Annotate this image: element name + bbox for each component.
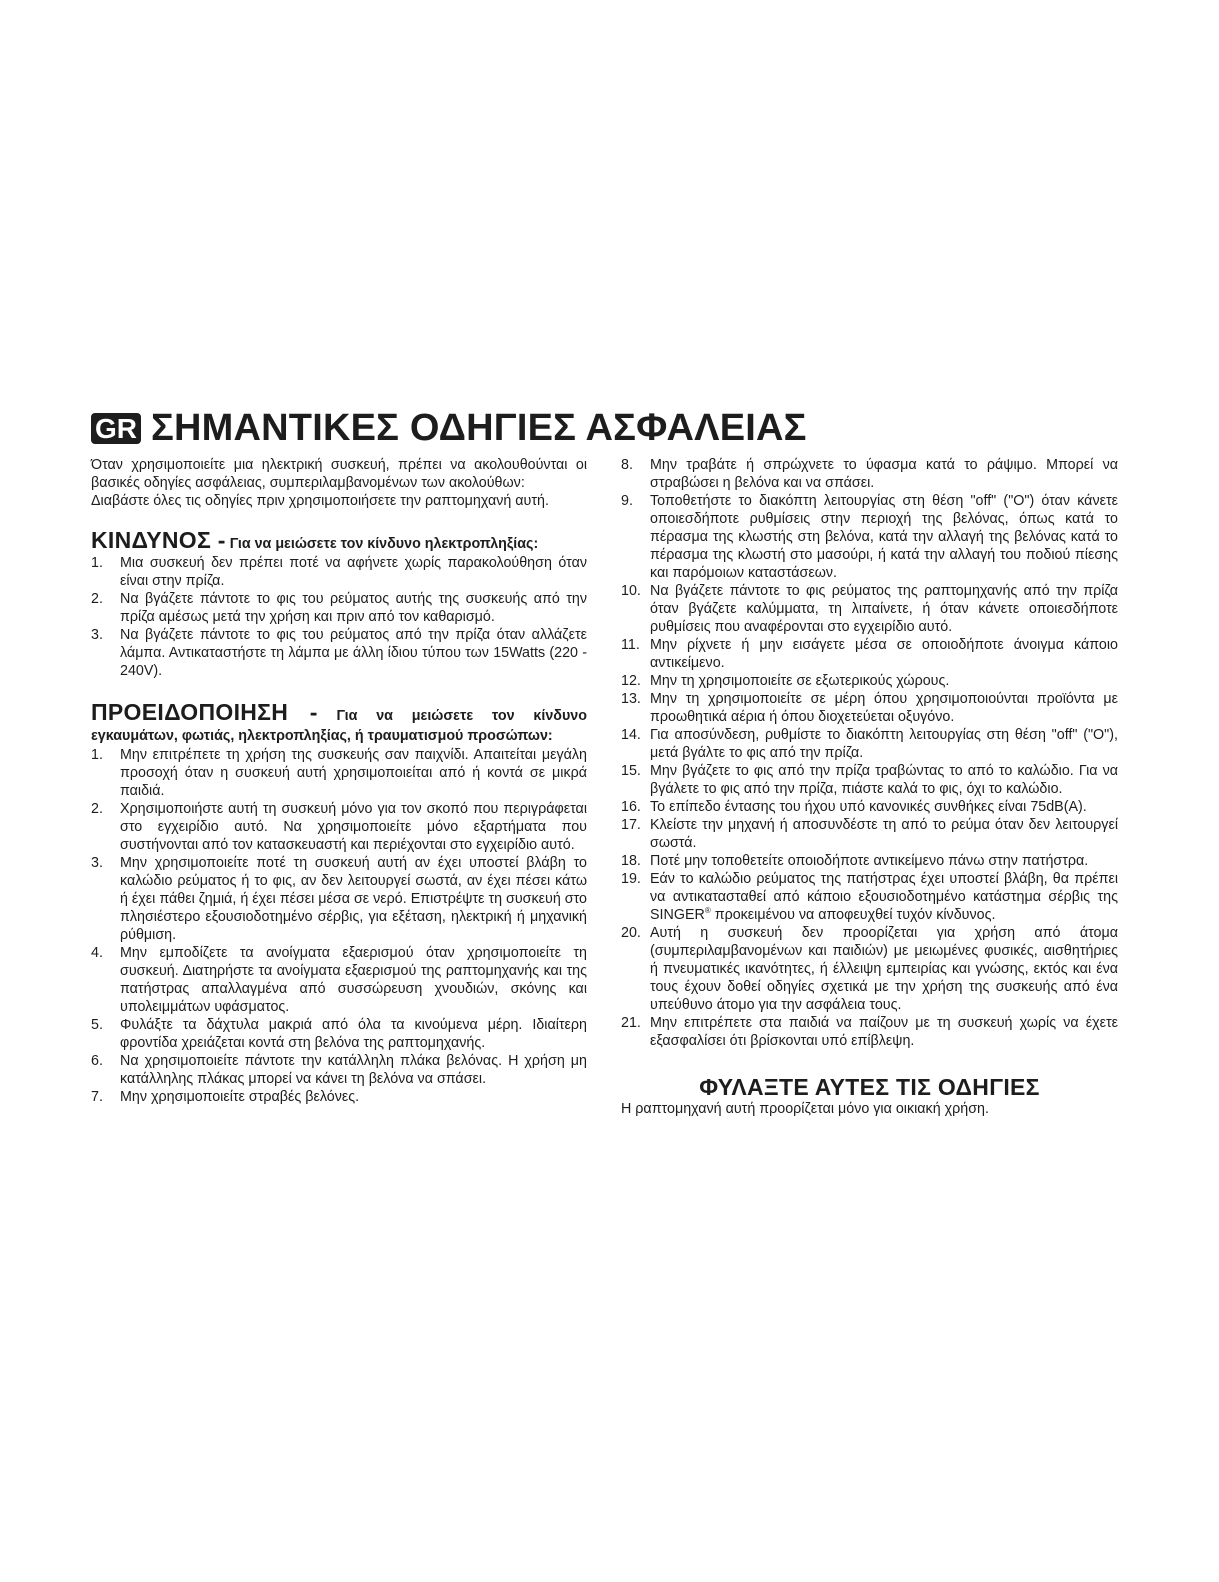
item-number: 2. (91, 801, 103, 817)
item-number: 15. (621, 763, 641, 779)
danger-subtitle: Για να μειώσετε τον κίνδυνο ηλεκτροπληξίας: (229, 536, 539, 552)
item-number: 17. (621, 817, 641, 833)
item-number: 7. (91, 1089, 103, 1105)
item-text: Μην ρίχνετε ή μην εισάγετε μέσα σε οποιοδήποτε άνοιγμα κάποιο αντικείμενο. (650, 637, 1118, 671)
item-number: 20. (621, 925, 641, 941)
registered-mark: ® (704, 906, 711, 915)
item-number: 1. (91, 747, 103, 763)
item-number: 10. (621, 583, 641, 599)
danger-title: ΚΙΝΔΥΝΟΣ - (91, 527, 226, 553)
list-item (91, 944, 587, 1016)
item-text: Για αποσύνδεση, ρυθμίστε το διακόπτη λειτουργίας στη θέση "off" ("O"), μετά βγάλτε το φις από την πρίζα. (650, 727, 1118, 761)
left-column (91, 456, 587, 1106)
warning-title: ΠΡΟΕΙΔΟΠΟΙΗΣΗ - (91, 699, 318, 725)
item-text: Το επίπεδο έντασης του ήχου υπό κανονικές συνθήκες είναι 75dB(A). (650, 799, 1087, 815)
list-item (621, 798, 1118, 816)
danger-list (91, 554, 587, 680)
item-number: 3. (91, 855, 103, 871)
item-text: Μην επιτρέπετε τη χρήση της συσκευής σαν παιχνίδι. Απαιτείται μεγάλη προσοχή όταν η συσκευή αυτή χρησιμοποιείται από ή κοντά σε μικρά παιδιά. (120, 747, 587, 799)
item-number: 21. (621, 1015, 641, 1031)
danger-heading (91, 527, 587, 554)
intro (91, 456, 587, 510)
item-text: Μην βγάζετε το φις από την πρίζα τραβώντας το από το καλώδιο. Για να βγάλετε το φις από την πρίζα, πιάστε καλά το φις, όχι το καλώδιο. (650, 763, 1118, 797)
item-number: 2. (91, 591, 103, 607)
item-text: Κλείστε την μηχανή ή αποσυνδέστε τη από το ρεύμα όταν δεν λειτουργεί σωστά. (650, 817, 1118, 851)
intro-read-all: Διαβάστε όλες τις οδηγίες πριν χρησιμοποιήσετε την ραπτομηχανή αυτή. (91, 493, 549, 509)
item-text: Μην τη χρησιμοποιείτε σε μέρη όπου χρησιμοποιούνται προϊόντα με προωθητικά αέρια ή όπου διοχετεύεται οξυγόνο. (650, 691, 1118, 725)
item-number: 12. (621, 673, 641, 689)
item-text: Ποτέ μην τοποθετείτε οποιοδήποτε αντικείμενο πάνω στην πατήστρα. (650, 853, 1089, 869)
item-text: Να χρησιμοποιείτε πάντοτε την κατάλληλη πλάκα βελόνας. Η χρήση μη κατάλληλης πλάκας μπορεί να κάνει τη βελόνα να σπάσει. (120, 1053, 587, 1087)
item-number: 4. (91, 945, 103, 961)
list-item (621, 582, 1118, 636)
list-item (91, 854, 587, 944)
page-title: ΣΗΜΑΝΤΙΚΕΣ ΟΔΗΓΙΕΣ ΑΣΦΑΛΕΙΑΣ (151, 407, 807, 449)
list-item (621, 456, 1118, 492)
item-number: 11. (621, 637, 640, 653)
list-item (621, 852, 1118, 870)
item-number: 3. (91, 627, 103, 643)
intro-paragraph: Όταν χρησιμοποιείτε μια ηλεκτρική συσκευή, πρέπει να ακολουθούνται οι βασικές οδηγίες ασφάλειας, συμπεριλαμβανομένων των ακολούθων: (91, 457, 587, 491)
list-item (91, 1052, 587, 1088)
warning-subtitle: Για να μειώσετε τον κίνδυνο εγκαυμάτων, φωτιάς, ηλεκτροπληξίας, ή τραυματισμού προσώπων: (91, 708, 587, 744)
item-text: Μην χρησιμοποιείτε στραβές βελόνες. (120, 1089, 360, 1105)
item-text: Φυλάξτε τα δάχτυλα μακριά από όλα τα κινούμενα μέρη. Ιδιαίτερη φροντίδα χρειάζεται κοντά στη βελόνα της ραπτομηχανής. (120, 1017, 587, 1051)
save-instructions-heading: ΦΥΛΑΞΤΕ ΑΥΤΕΣ ΤΙΣ ΟΔΗΓΙΕΣ (699, 1074, 1040, 1100)
list-item (91, 554, 587, 590)
item-text: Τοποθετήστε το διακόπτη λειτουργίας στη θέση "off" ("O") όταν κάνετε οποιεσδήποτε ρυθμίσεις στην περιοχή της βελόνας, όπως κατά το πέρασμα της κλωστής στη βελόνα, κατά την αλλαγή της βελόνας κατά το πέρασμα της κλωστή στο μασούρι, ή κατά την αλλαγή του ποδιού πίεσης και παρόμοιων καταστάσεων. (650, 493, 1118, 581)
item-text: Χρησιμοποιήστε αυτή τη συσκευή μόνο για τον σκοπό που περιγράφεται στο εγχειρίδιο αυτό. Να χρησιμοποιείτε μόνο εξαρτήματα που συστήνονται από τον κατασκευαστή και περιέχονται στο εγχειρίδιο αυτό. (120, 801, 587, 853)
list-item (91, 626, 587, 680)
list-item (91, 1016, 587, 1052)
list-item (621, 690, 1118, 726)
household-use-note: Η ραπτομηχανή αυτή προορίζεται μόνο για οικιακή χρήση. (621, 1101, 989, 1117)
list-item (621, 762, 1118, 798)
item-number: 9. (621, 493, 633, 509)
item-number: 1. (91, 555, 103, 571)
list-item (91, 800, 587, 854)
list-item (91, 590, 587, 626)
list-item (91, 746, 587, 800)
item-text: Μην εμποδίζετε τα ανοίγματα εξαερισμού όταν χρησιμοποιείτε τη συσκευή. Διατηρήστε τα ανοίγματα εξαερισμού της ραπτομηχανής και της πατήστρας απαλλαγμένα από συσσώρευση χνουδιών, σκόνης και υπολειμμάτων υφάσματος. (120, 945, 587, 1015)
list-item (621, 672, 1118, 690)
language-badge: GR (91, 413, 141, 444)
list-item (91, 1088, 587, 1106)
item-text: Μην τραβάτε ή σπρώχνετε το ύφασμα κατά το ράψιμο. Μπορεί να στραβώσει η βελόνα και να σπάσει. (650, 457, 1118, 491)
item-number: 18. (621, 853, 641, 869)
item-number: 8. (621, 457, 633, 473)
list-item (621, 636, 1118, 672)
item-text: Μην χρησιμοποιείτε ποτέ τη συσκευή αυτή αν έχει υποστεί βλάβη το καλώδιο ρεύματος ή το φις, αν δεν λειτουργεί σωστά, αν έχει πέσει κάτω ή έχει πάθει ζημιά, ή έχει πέσει μέσα σε νερό. Επιστρέψτε τη συσκευή στο πλησιέστερο εξουσιοδοτημένο σέρβις, για εξέταση, ηλεκτρική ή μηχανική ρύθμιση. (120, 855, 587, 943)
item-text: Εάν το καλώδιο ρεύματος της πατήστρας έχει υποστεί βλάβη, θα πρέπει να αντικατασταθεί από κάποιο εξουσιοδοτημένο κατάστημα σέρβις της SINGER (650, 871, 1118, 923)
item-number: 5. (91, 1017, 103, 1033)
item-number: 14. (621, 727, 641, 743)
list-item (621, 1014, 1118, 1050)
item-text-continued: προκειμένου να αποφευχθεί τυχόν κίνδυνος. (710, 907, 996, 923)
warning-list-right (621, 456, 1118, 1050)
title-row (91, 408, 807, 448)
item-text: Να βγάζετε πάντοτε το φις του ρεύματος αυτής της συσκευής από την πρίζα αμέσως μετά την χρήση και πριν από τον καθαρισμό. (120, 591, 587, 625)
item-number: 16. (621, 799, 641, 815)
item-number: 13. (621, 691, 641, 707)
item-text: Μια συσκευή δεν πρέπει ποτέ να αφήνετε χωρίς παρακολούθηση όταν είναι στην πρίζα. (120, 555, 587, 589)
list-item (621, 924, 1118, 1014)
item-text: Αυτή η συσκευή δεν προορίζεται για χρήση από άτομα (συμπεριλαμβανομένων και παιδιών) με μειωμένες φυσικές, αισθητήριες ή πνευματικές ικανότητες, ή έλλειψη εμπειρίας και γνώσης, εκτός και ένα τους έχουν δοθεί οδηγίες σχετικά με την χρήση της συσκευής από ένα υπεύθυνο άτομο για την ασφάλεια τους. (650, 925, 1118, 1013)
list-item (621, 870, 1118, 924)
item-number: 19. (621, 871, 641, 887)
item-number: 6. (91, 1053, 103, 1069)
item-text: Μην επιτρέπετε στα παιδιά να παίζουν με τη συσκευή χωρίς να έχετε εξασφαλίσει ότι βρίσκονται υπό επίβλεψη. (650, 1015, 1118, 1049)
list-item (621, 492, 1118, 582)
warning-list-left (91, 746, 587, 1106)
item-text: Μην τη χρησιμοποιείτε σε εξωτερικούς χώρους. (650, 673, 950, 689)
item-text: Να βγάζετε πάντοτε το φις του ρεύματος από την πρίζα όταν αλλάζετε λάμπα. Αντικαταστήστε τη λάμπα με άλλη ίδιου τύπου των 15Watts (220 - 240V). (120, 627, 587, 679)
right-column (621, 456, 1118, 1118)
warning-heading (91, 699, 587, 746)
item-text: Να βγάζετε πάντοτε το φις ρεύματος της ραπτομηχανής από την πρίζα όταν βγάζετε καλύμματα, τη λιπαίνετε, ή όταν κάνετε οποιεσδήποτε ρυθμίσεις που αναφέρονται στο εγχειρίδιο αυτό. (650, 583, 1118, 635)
list-item (621, 726, 1118, 762)
list-item (621, 816, 1118, 852)
